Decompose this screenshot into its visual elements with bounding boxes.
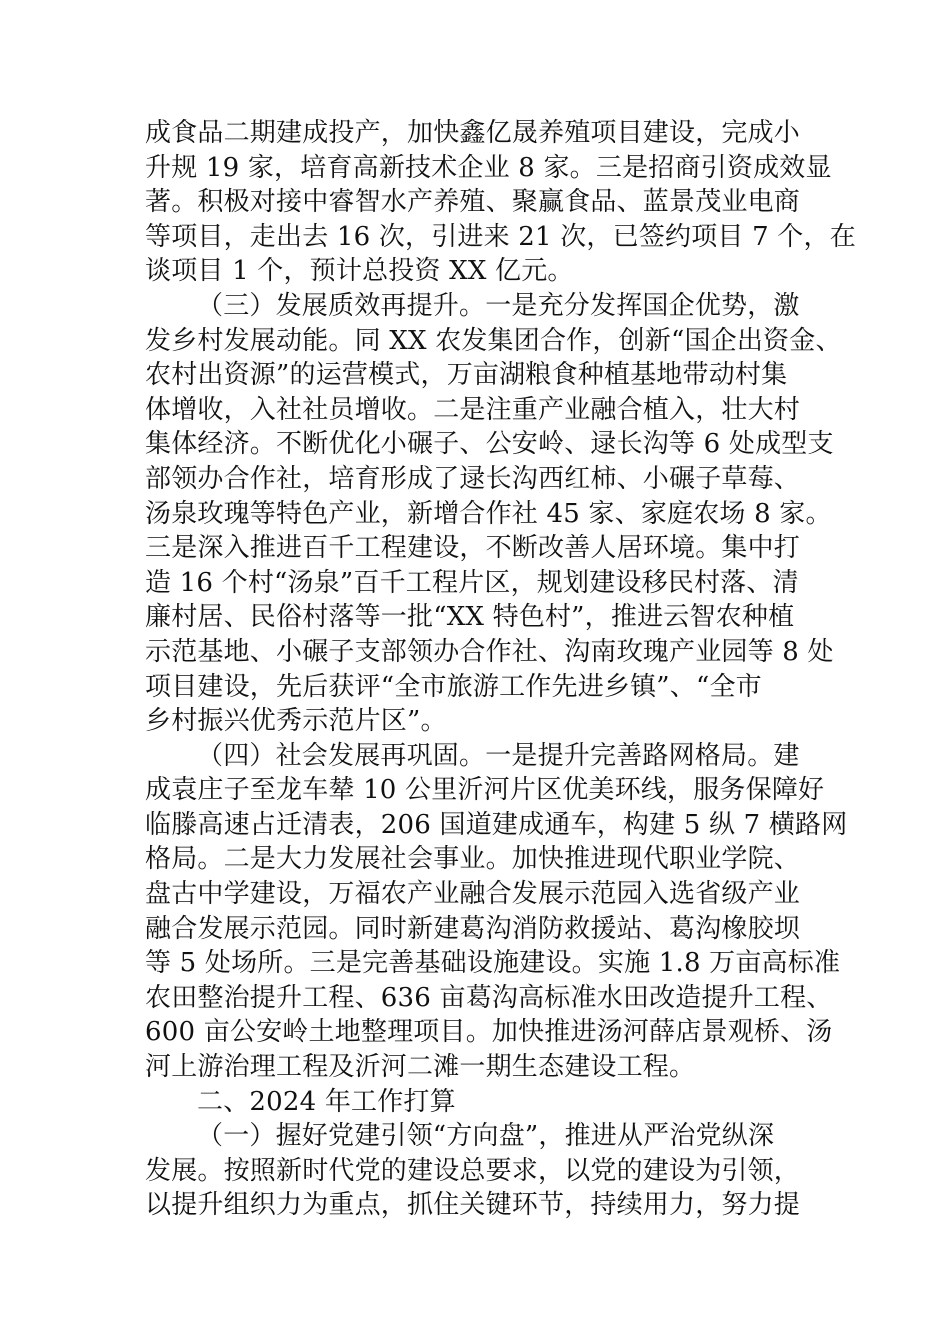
text-line: 以提升组织力为重点，抓住关键环节，持续用力，努力提 <box>145 1190 801 1221</box>
text-line: 二、2024 年工作打算 <box>197 1086 456 1117</box>
text-line: 项目建设，先后获评“全市旅游工作先进乡镇”、“全市 <box>145 671 762 702</box>
text-line: 廉村居、民俗村落等一批“XX 特色村”，推进云智农种植 <box>145 602 795 633</box>
text-line: 著。积极对接中睿智水产养殖、聚赢食品、蓝景茂业电商 <box>145 187 801 218</box>
text-line: 农田整治提升工程、636 亩葛沟高标准水田改造提升工程、 <box>145 982 833 1013</box>
text-line: 发乡村发展动能。同 XX 农发集团合作，创新“国企出资金、 <box>145 325 842 356</box>
text-line: 临滕高速占迁清表，206 国道建成通车，构建 5 纵 7 横路网 <box>145 809 848 840</box>
text-line: 集体经济。不断优化小碾子、公安岭、逯长沟等 6 处成型支 <box>145 429 834 460</box>
text-line: 三是深入推进百千工程建设，不断改善人居环境。集中打 <box>145 533 801 564</box>
text-line: 600 亩公安岭土地整理项目。加快推进汤河薛店景观桥、汤 <box>145 1017 833 1048</box>
text-line: 等 5 处场所。三是完善基础设施建设。实施 1.8 万亩高标准 <box>145 948 841 979</box>
text-line: 成袁庄子至龙车辇 10 公里沂河片区优美环线，服务保障好 <box>145 775 825 806</box>
text-line: 示范基地、小碾子支部领办合作社、沟南玫瑰产业园等 8 处 <box>145 636 834 667</box>
document-body <box>145 116 856 1223</box>
text-line: 发展。按照新时代党的建设总要求，以党的建设为引领， <box>145 1155 801 1186</box>
text-line: 成食品二期建成投产，加快鑫亿晟养殖项目建设，完成小 <box>145 118 801 148</box>
text-line: 农村出资源”的运营模式，万亩湖粮食种植基地带动村集 <box>145 360 788 391</box>
text-line: 盘古中学建设，万福农产业融合发展示范园入选省级产业 <box>145 879 801 910</box>
text-line: 升规 19 家，培育高新技术企业 8 家。三是招商引资成效显 <box>145 152 832 183</box>
text-line: 格局。二是大力发展社会事业。加快推进现代职业学院、 <box>145 844 801 875</box>
text-line: （一）握好党建引领“方向盘”，推进从严治党纵深 <box>197 1121 775 1152</box>
text-line: 体增收，入社社员增收。二是注重产业融合植入，壮大村 <box>145 394 801 425</box>
text-line: 部领办合作社，培育形成了逯长沟西红柿、小碾子草莓、 <box>145 463 801 494</box>
text-line: 汤泉玫瑰等特色产业，新增合作社 45 家、家庭农场 8 家。 <box>145 498 832 529</box>
text-line: 造 16 个村“汤泉”百千工程片区，规划建设移民村落、清 <box>145 567 799 598</box>
text-line: 乡村振兴优秀示范片区”。 <box>145 706 447 737</box>
text-line: （三）发展质效再提升。一是充分发挥国企优势，激 <box>197 290 800 321</box>
text-line: 谈项目 1 个，预计总投资 XX 亿元。 <box>145 256 574 287</box>
text-line: 河上游治理工程及沂河二滩一期生态建设工程。 <box>145 1052 696 1083</box>
text-line: 等项目，走出去 16 次，引进来 21 次，已签约项目 7 个，在 <box>145 221 856 252</box>
text-line: 融合发展示范园。同时新建葛沟消防救援站、葛沟橡胶坝 <box>145 913 801 944</box>
text-line: （四）社会发展再巩固。一是提升完善路网格局。建 <box>197 740 800 771</box>
